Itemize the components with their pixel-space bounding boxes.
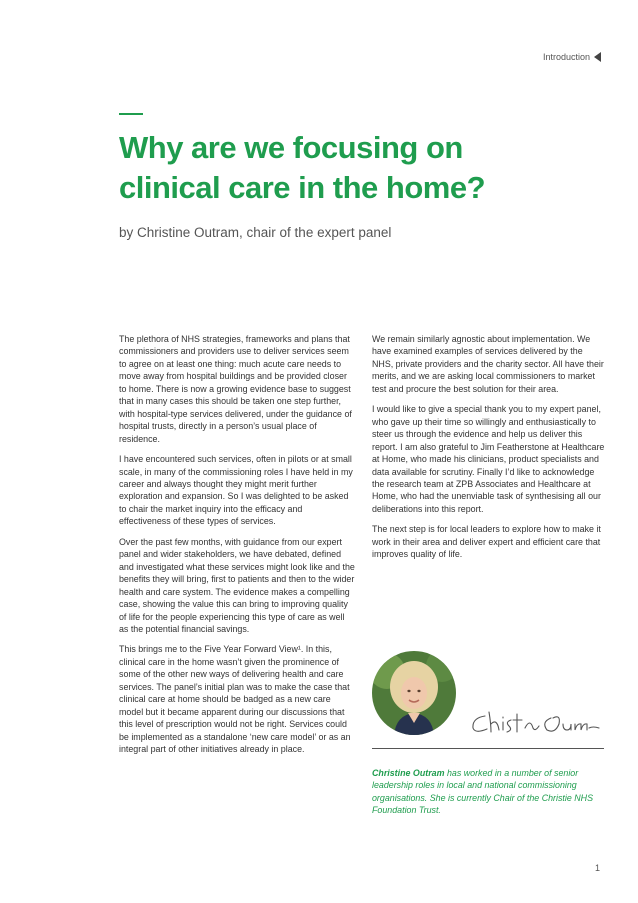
left-column (119, 333, 355, 764)
section-tab-icon (594, 52, 601, 62)
author-caption (372, 767, 604, 817)
left-paragraph-2: I have encountered such services, often in pilots or at small scale, in many of the commissioning roles I have held in my career and always thought they might merit further exploration and expansion. So I was delighted to be asked to chair the market inquiry into the efficacy and effectiveness of these types of services. (119, 454, 353, 527)
byline: by Christine Outram, chair of the expert panel (119, 225, 392, 240)
right-paragraph-1: We remain similarly agnostic about implementation. We have examined examples of services delivered by the NHS, private providers and the charity sector. All have their merits, and we are asking local commissioners to market test and procure the best solution for their area. (372, 334, 604, 394)
signature-icon (467, 706, 602, 738)
author-portrait (372, 651, 456, 735)
left-paragraph-3: Over the past few months, with guidance from our expert panel and wider stakeholders, we have debated, defined and investigated what these services might look like and the benefits they will bring, first to patients and then to the wider health and care system. The evidence makes a compelling case, showing the value this can bring to improving quality of life for the people experiencing this type of care as well as the potential financial savings. (119, 536, 355, 634)
page-title (119, 128, 589, 208)
section-label: Introduction (542, 52, 590, 62)
right-paragraph-2: I would like to give a special thank you to my expert panel, who gave up their time so willingly and enthusiastically to steer us through the evidence and help us deliver this report. I am also grateful to Jim Featherstone at Healthcare at Home, who made his clinicians, product specialists and data available for scrutiny. Finally I’d like to acknowledge the research team at ZPB Associates and Healthcare at Home, who had the unenviable task of synthesising all our deliberations into this report. (372, 404, 605, 514)
title-line-2: clinical care in the home? (119, 170, 486, 205)
caption-author-name: Christine Outram (372, 768, 445, 778)
right-paragraph-3: The next step is for local leaders to explore how to make it work in their area and deliver expert and efficient care that improves quality of life. (372, 524, 601, 560)
section-header (543, 52, 601, 62)
page-number: 1 (594, 863, 600, 873)
portrait-image (372, 651, 456, 735)
right-column (372, 333, 606, 569)
left-paragraph-1: The plethora of NHS strategies, frameworks and plans that commissioners and providers use to deliver services seem to agree on at least one thing: much acute care needs to move away from hospital buildings and be provided closer to home. There is now a growing evidence base to suggest that in many cases this should be taken one step further, with hospital-type services delivered, under the guidance of hospital trusts, directly in a person’s usual place of residence. (119, 334, 352, 444)
title-line-1: Why are we focusing on (119, 130, 463, 165)
caption-text: has worked in a number of senior leadership roles in local and national commissioning organisations. She is currently Chair of the Christie NHS Foundation Trust. (372, 768, 593, 816)
profile-divider (372, 748, 604, 749)
accent-rule (119, 113, 143, 115)
left-paragraph-4: This brings me to the Five Year Forward View¹. In this, clinical care in the home wasn’t given the prominence of some of the other new ways of delivering health and care services. The panel’s initial plan was to make the case that clinical care at home should be badged as a new care model but it became apparent during our discussions that this level of prescription would not be right. Services could be implemented as a standalone ‘new care model’ or as an integral part of other initiatives already in place. (119, 644, 351, 755)
